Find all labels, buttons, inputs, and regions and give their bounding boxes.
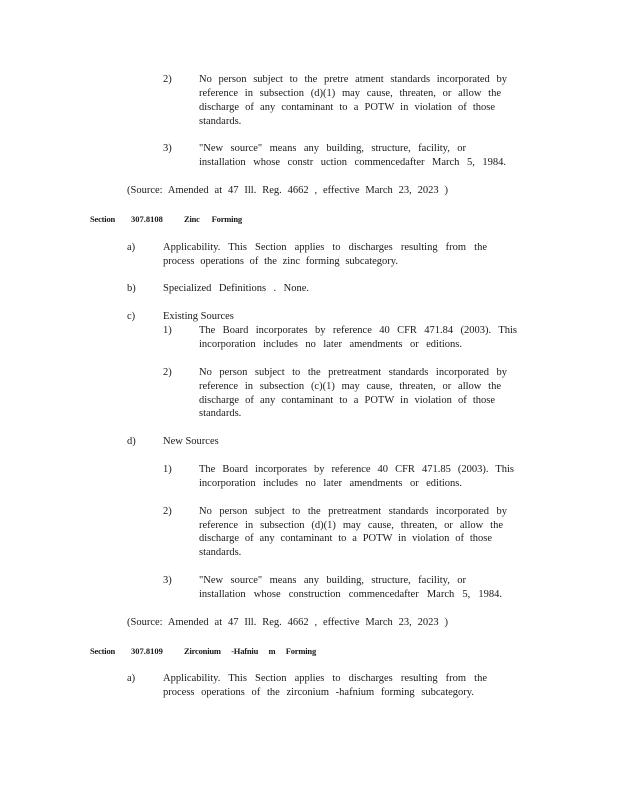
item-number: 2) — [163, 506, 172, 517]
source-note: (Source: Amended at 47 Ill. Reg. 4662 , effective March 23, 2023 ) — [127, 617, 448, 628]
item-number: 2) — [163, 367, 172, 378]
item-text-line: The Board incorporates by reference 40 CFR 471.84 (2003). This — [199, 325, 517, 336]
section-label: Section — [90, 646, 116, 656]
item-number: 3) — [163, 575, 172, 586]
section-label: Section — [90, 214, 116, 224]
item-text-line: standards. — [199, 547, 242, 558]
item-text-line: "New source" means any building, structure, facility, or — [199, 143, 466, 154]
section-number: 307.8108 — [131, 214, 163, 224]
item-text-line: The Board incorporates by reference 40 CFR 471.85 (2003). This — [199, 464, 514, 475]
item-text-line: standards. — [199, 408, 242, 419]
item-text-line: incorporation includes no later amendments or editions. — [199, 339, 462, 350]
subsection-text-line: Applicability. This Section applies to discharges resulting from the — [163, 242, 487, 253]
section-number: 307.8109 — [131, 646, 163, 656]
item-text-line: discharge of any contaminant to a POTW in violation of those — [199, 533, 492, 544]
item-text-line: discharge of any contaminant to a POTW in violation of those — [199, 395, 495, 406]
item-text-line: standards. — [199, 116, 242, 127]
subsection-text-line: Specialized Definitions . None. — [163, 283, 309, 294]
item-text-line: discharge of any contaminant to a POTW in violation of those — [199, 102, 495, 113]
item-text-line: reference in subsection (d)(1) may cause, threaten, or allow the — [199, 88, 501, 99]
subsection-letter: d) — [127, 436, 136, 447]
item-number: 3) — [163, 143, 172, 154]
source-note: (Source: Amended at 47 Ill. Reg. 4662 , effective March 23, 2023 ) — [127, 185, 448, 196]
subsection-letter: a) — [127, 242, 136, 253]
item-text-line: No person subject to the pretre atment standards incorporated by — [199, 74, 507, 85]
item-text-line: reference in subsection (c)(1) may cause, threaten, or allow the — [199, 381, 501, 392]
subsection-text-line: process operations of the zinc forming subcategory. — [163, 256, 398, 267]
item-number: 2) — [163, 74, 172, 85]
item-number: 1) — [163, 325, 172, 336]
item-number: 1) — [163, 464, 172, 475]
section-title: Zinc Forming — [184, 214, 242, 224]
subsection-letter: c) — [127, 311, 136, 322]
subsection-letter: a) — [127, 673, 136, 684]
subsection-title: New Sources — [163, 436, 219, 447]
item-text-line: No person subject to the pretreatment standards incorporated by — [199, 367, 507, 378]
item-text-line: incorporation includes no later amendments or editions. — [199, 478, 462, 489]
item-text-line: installation whose constr uction commencedafter March 5, 1984. — [199, 157, 506, 168]
subsection-text-line: process operations of the zirconium -hafnium forming subcategory. — [163, 687, 474, 698]
item-text-line: reference in subsection (d)(1) may cause, threaten, or allow the — [199, 520, 503, 531]
item-text-line: installation whose construction commencedafter March 5, 1984. — [199, 589, 502, 600]
item-text-line: No person subject to the pretreatment standards incorporated by — [199, 506, 507, 517]
subsection-title: Existing Sources — [163, 311, 234, 322]
subsection-text-line: Applicability. This Section applies to discharges resulting from the — [163, 673, 487, 684]
subsection-letter: b) — [127, 283, 136, 294]
item-text-line: "New source" means any building, structure, facility, or — [199, 575, 466, 586]
section-title: Zirconium -Hafniu m Forming — [184, 646, 316, 656]
